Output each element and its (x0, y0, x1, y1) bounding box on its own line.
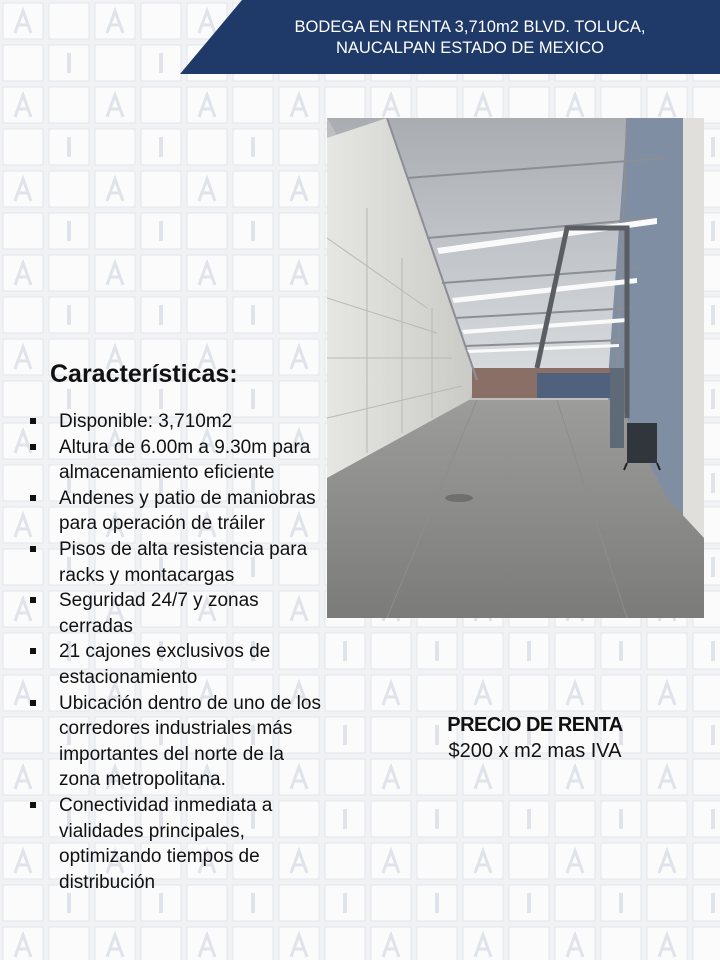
bullet-icon (30, 444, 36, 450)
price-value: $200 x m2 mas IVA (448, 740, 622, 762)
feature-item (30, 639, 330, 690)
price-label: PRECIO DE RENTA (447, 714, 623, 736)
feature-text: Ubicación dentro de uno de los corredores industriales más importantes del norte de la zona metropolitana. (59, 692, 321, 791)
feature-item (30, 435, 330, 486)
bullet-icon (30, 597, 36, 603)
features-title: Características: (50, 360, 238, 388)
bullet-icon (30, 495, 36, 501)
warehouse-photo (327, 118, 704, 618)
bullet-icon (30, 418, 36, 424)
feature-text: Disponible: 3,710m2 (59, 411, 233, 432)
feature-item (30, 793, 330, 895)
bullet-icon (30, 648, 36, 654)
feature-text: 21 cajones exclusivos de estacionamiento (59, 641, 271, 688)
feature-item (30, 588, 330, 639)
feature-text: Altura de 6.00m a 9.30m para almacenamiento eficiente (59, 436, 311, 484)
feature-item (30, 691, 330, 793)
feature-text: Pisos de alta resistencia para racks y montacargas (59, 538, 308, 586)
feature-item (30, 486, 330, 537)
feature-item (30, 409, 330, 435)
feature-item (30, 537, 330, 588)
bullet-icon (30, 802, 36, 808)
banner-title-line-2: NAUCALPAN ESTADO DE MEXICO (335, 39, 605, 57)
features-list (30, 409, 330, 895)
bullet-icon (30, 546, 36, 552)
feature-text: Seguridad 24/7 y zonas cerradas (59, 590, 259, 637)
banner-title (240, 17, 700, 59)
price-block (410, 714, 660, 763)
warehouse-interior-image (327, 118, 704, 618)
bullet-icon (30, 700, 36, 706)
feature-text: Andenes y patio de maniobras para operación de tráiler (59, 487, 316, 535)
banner-title-line-1: BODEGA EN RENTA 3,710m2 BLVD. TOLUCA, (294, 18, 646, 36)
feature-text: Conectividad inmediata a vialidades principales, optimizando tiempos de distribución (59, 794, 273, 893)
title-banner (180, 0, 720, 74)
